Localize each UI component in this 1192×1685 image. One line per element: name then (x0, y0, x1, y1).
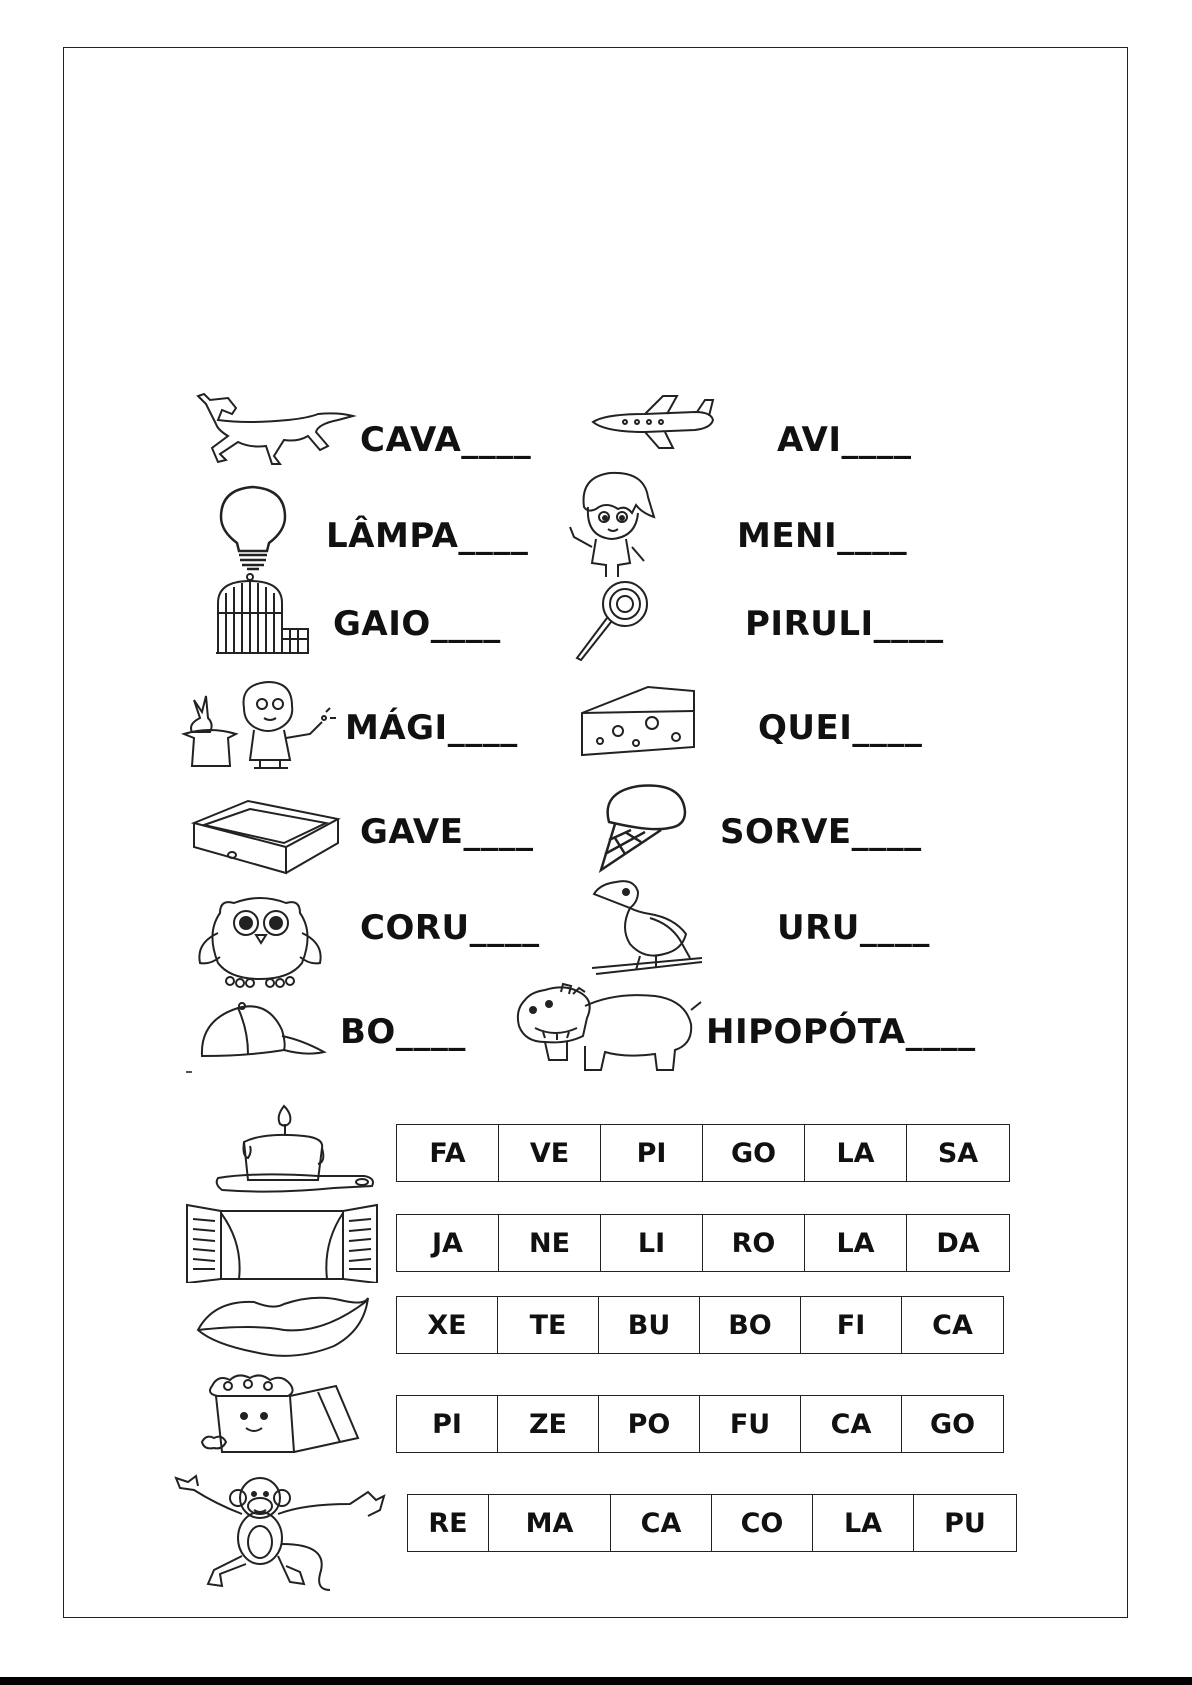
word-piruli: PIRULI____ (745, 604, 944, 644)
syllable-cell: PI (601, 1125, 703, 1181)
syllable-cell: BO (700, 1297, 801, 1353)
word-meni: MENI____ (737, 516, 908, 556)
owl-icon (190, 893, 330, 988)
word-lampa: LÂMPA____ (326, 516, 529, 556)
syllable-cell: LA (813, 1495, 914, 1551)
syllable-cell: FI (801, 1297, 902, 1353)
word-coru: CORU____ (360, 908, 540, 948)
word-quei: QUEI____ (758, 708, 923, 748)
horse-icon (188, 390, 368, 470)
syllable-cell: TE (498, 1297, 599, 1353)
drawer-icon (190, 797, 342, 875)
word-hipopota: HIPOPÓTA____ (706, 1012, 976, 1052)
lollipop-icon (573, 580, 651, 662)
syllable-cell: LA (805, 1125, 907, 1181)
stray-mark (186, 1071, 192, 1073)
syllable-cell: NE (499, 1215, 601, 1271)
syllable-row-1 (396, 1124, 1010, 1182)
window-icon (183, 1203, 381, 1283)
syllable-cell: FU (700, 1396, 801, 1452)
vulture-icon (590, 878, 705, 976)
syllable-cell: CO (712, 1495, 813, 1551)
birdcage-icon (212, 573, 310, 655)
monkey-icon (170, 1474, 405, 1592)
word-sorve: SORVE____ (720, 812, 922, 852)
syllable-cell: GO (703, 1125, 805, 1181)
syllable-row-2 (396, 1214, 1010, 1272)
syllable-cell: VE (499, 1125, 601, 1181)
word-uru: URU____ (777, 908, 930, 948)
lips-icon (194, 1290, 372, 1362)
candle-icon (214, 1102, 379, 1194)
syllable-row-4 (396, 1395, 1004, 1453)
cap-icon (198, 1000, 328, 1062)
syllable-cell: SA (937, 1137, 979, 1169)
syllable-cell: CA (801, 1396, 902, 1452)
syllable-cell: RO (703, 1215, 805, 1271)
word-gaio: GAIO____ (333, 604, 501, 644)
syllable-cell: ZE (498, 1396, 599, 1452)
syllable-cell: LI (601, 1215, 703, 1271)
word-bo: BO____ (340, 1012, 466, 1052)
word-magi: MÁGI____ (345, 708, 518, 748)
magician-icon (180, 678, 340, 770)
syllable-cell: XE (397, 1297, 498, 1353)
syllable-cell: PI (397, 1396, 498, 1452)
syllable-cell: PU (944, 1507, 986, 1539)
syllable-cell: GO (929, 1408, 976, 1440)
popcorn-icon (198, 1372, 363, 1458)
syllable-cell: DA (936, 1227, 980, 1259)
hippo-icon (505, 980, 705, 1075)
airplane-icon (585, 392, 717, 452)
boy-icon (566, 467, 661, 579)
syllable-cell: JA (397, 1215, 499, 1271)
word-gave: GAVE____ (360, 812, 534, 852)
bottom-edge-line (0, 1677, 1192, 1685)
syllable-row-3 (396, 1296, 1004, 1354)
syllable-cell: FA (397, 1125, 499, 1181)
syllable-cell: PO (599, 1396, 700, 1452)
lightbulb-icon (215, 483, 291, 573)
syllable-cell: BU (599, 1297, 700, 1353)
syllable-cell: MA (489, 1495, 611, 1551)
cheese-icon (578, 683, 698, 757)
syllable-cell: LA (805, 1215, 907, 1271)
syllable-cell: RE (408, 1495, 489, 1551)
word-cava: CAVA____ (360, 420, 532, 460)
syllable-cell: CA (932, 1309, 973, 1341)
ice-cream-icon (595, 782, 690, 874)
syllable-cell: CA (611, 1495, 712, 1551)
word-avi: AVI____ (777, 420, 912, 460)
syllable-row-5 (407, 1494, 1017, 1552)
